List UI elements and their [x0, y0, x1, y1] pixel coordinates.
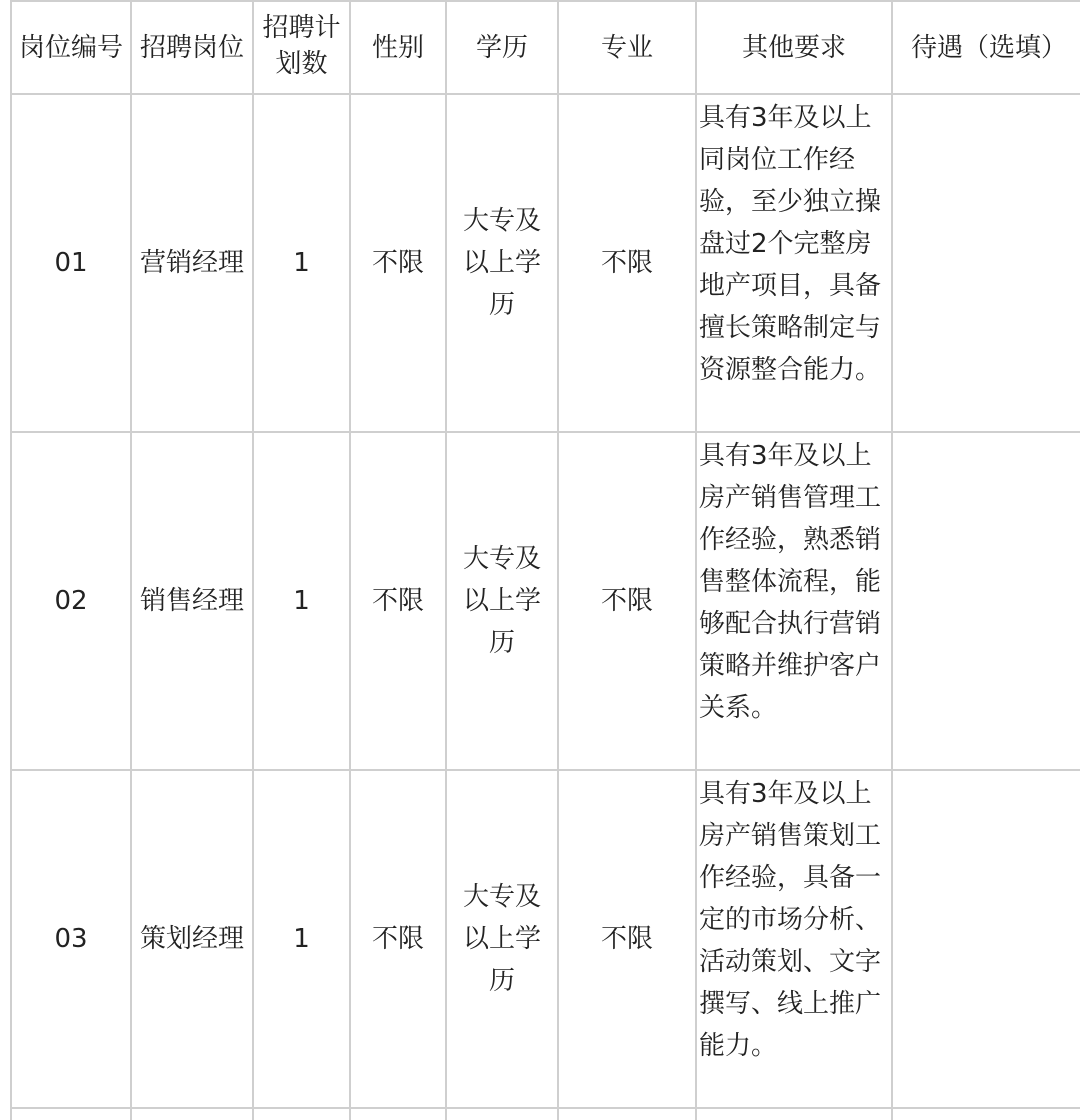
header-quota — [253, 1, 350, 94]
cell-major: 不限 — [558, 770, 696, 1108]
cell-position-id: 01 — [11, 94, 131, 432]
header-position: 招聘岗位 — [131, 1, 253, 94]
cell-major: 不限 — [558, 432, 696, 770]
table-row-partial — [11, 1108, 1080, 1120]
table-row — [11, 94, 1080, 432]
cell-empty — [131, 1108, 253, 1120]
cell-education — [446, 94, 558, 432]
table-row — [11, 432, 1080, 770]
cell-major: 不限 — [558, 94, 696, 432]
cell-other-requirements — [696, 432, 892, 770]
cell-other-requirements — [696, 770, 892, 1108]
cell-empty — [11, 1108, 131, 1120]
cell-gender: 不限 — [350, 432, 446, 770]
cell-education — [446, 770, 558, 1108]
cell-position: 销售经理 — [131, 432, 253, 770]
cell-empty — [892, 1108, 1080, 1120]
header-education: 学历 — [446, 1, 558, 94]
cell-empty — [350, 1108, 446, 1120]
header-quota-text: 招聘计划数 — [262, 13, 341, 79]
cell-benefits — [892, 94, 1080, 432]
cell-position-id: 03 — [11, 770, 131, 1108]
cell-benefits — [892, 770, 1080, 1108]
cell-position-id: 02 — [11, 432, 131, 770]
cell-other-requirements-text: 具有3年及以上同岗位工作经验，至少独立操盘过2个完整房地产项目，具备擅长策略制定与资源整合能力。 — [699, 103, 882, 385]
cell-education-text: 大专及以上学历 — [462, 206, 541, 320]
table-header-row — [11, 1, 1080, 94]
header-gender: 性别 — [350, 1, 446, 94]
header-position-id: 岗位编号 — [11, 1, 131, 94]
cell-empty — [696, 1108, 892, 1120]
header-other-requirements: 其他要求 — [696, 1, 892, 94]
cell-education-text: 大专及以上学历 — [462, 544, 541, 658]
table-row — [11, 770, 1080, 1108]
cell-empty — [558, 1108, 696, 1120]
cell-other-requirements — [696, 94, 892, 432]
cell-benefits — [892, 432, 1080, 770]
cell-gender: 不限 — [350, 94, 446, 432]
cell-education-text: 大专及以上学历 — [462, 882, 541, 996]
cell-position: 策划经理 — [131, 770, 253, 1108]
cell-empty — [253, 1108, 350, 1120]
header-major: 专业 — [558, 1, 696, 94]
cell-position: 营销经理 — [131, 94, 253, 432]
cell-other-requirements-text: 具有3年及以上房产销售管理工作经验，熟悉销售整体流程，能够配合执行营销策略并维护客户关系。 — [699, 441, 882, 723]
cell-quota: 1 — [253, 94, 350, 432]
cell-quota: 1 — [253, 432, 350, 770]
cell-gender: 不限 — [350, 770, 446, 1108]
cell-empty — [446, 1108, 558, 1120]
cell-other-requirements-text: 具有3年及以上房产销售策划工作经验，具备一定的市场分析、活动策划、文字撰写、线上推广能力。 — [699, 779, 882, 1061]
cell-quota: 1 — [253, 770, 350, 1108]
cell-education — [446, 432, 558, 770]
recruitment-table — [10, 0, 1080, 1120]
header-benefits: 待遇（选填） — [892, 1, 1080, 94]
